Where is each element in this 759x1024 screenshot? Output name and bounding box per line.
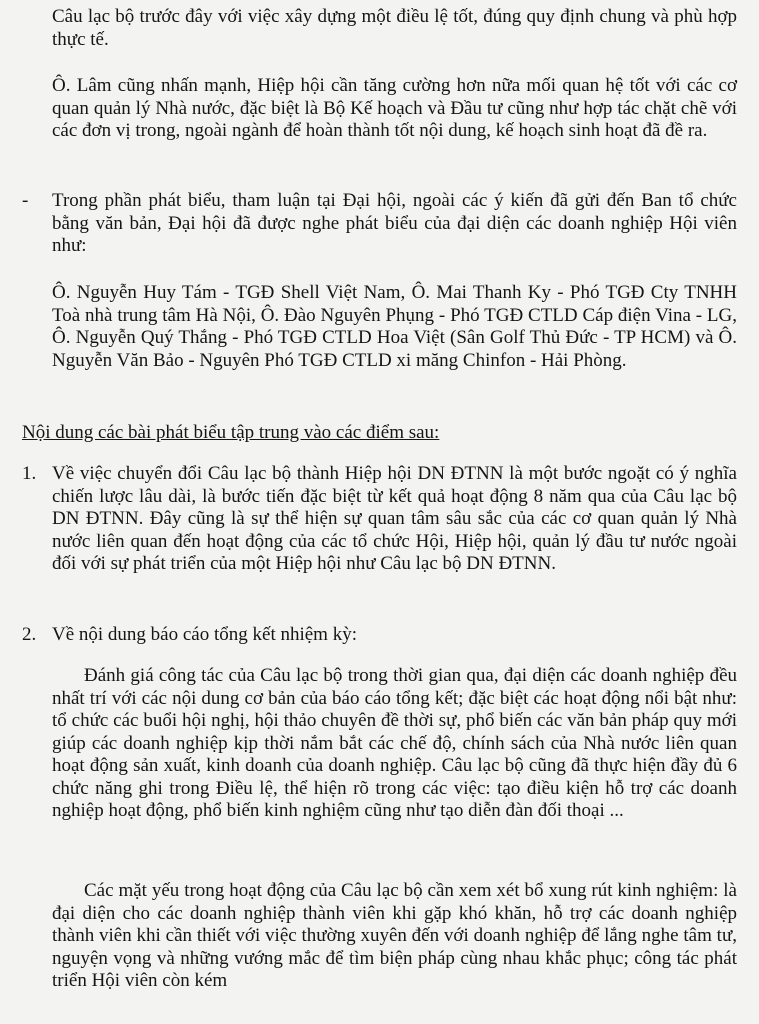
item-1-text: Về việc chuyển đổi Câu lạc bộ thành Hiệp hội DN ĐTNN là một bước ngoặt có ý nghĩa chiến lược lâu dài, là bước tiến đặc biệt từ kết quả hoạt động 8 năm qua của Câu lạc bộ DN ĐTNN. Đây cũng là sự thể hiện sự quan tâm sâu sắc của các cơ quan quản lý Nhà nước liên quan đến hoạt động của các tổ chức Hội, Hiệp hội, quản lý đầu tư nước ngoài đối với sự phát triển của một Hiệp hội như Câu lạc bộ DN ĐTNN. [52, 463, 737, 574]
paragraph-assessment: Đánh giá công tác của Câu lạc bộ trong thời gian qua, đại diện các doanh nghiệp đều nhất trí với các nội dung cơ bản của báo cáo tổng kết; đặc biệt các hoạt động nổi bật như: tổ chức các buổi hội nghị, hội thảo chuyên đề thời sự, phổ biến các văn bản pháp quy mới giúp các doanh nghiệp kịp thời nắm bắt các chế độ, chính sách của Nhà nước liên quan hoạt động sản xuất, kinh doanh của doanh nghiệp. Câu lạc bộ cũng đã thực hiện đầy đủ 6 chức năng ghi trong Điều lệ, thể hiện rõ trong các việc: tạo điều kiện hỗ trợ các doanh nghiệp hoạt động, phổ biến kinh nghiệm cũng như tạo diễn đàn đối thoại ... [52, 665, 737, 821]
paragraph-club-charter: Câu lạc bộ trước đây với việc xây dựng một điều lệ tốt, đúng quy định chung và phù hợp thực tế. [52, 6, 737, 50]
paragraph-speeches: Trong phần phát biểu, tham luận tại Đại hội, ngoài các ý kiến đã gửi đến Ban tổ chức bằng văn bản, Đại hội đã được nghe phát biểu của đại diện các doanh nghiệp Hội viên như: [52, 190, 737, 256]
paragraph-weaknesses: Các mặt yếu trong hoạt động của Câu lạc bộ cần xem xét bổ xung rút kinh nghiệm: là đại diện cho các doanh nghiệp thành viên khi gặp khó khăn, hỗ trợ các doanh nghiệp thành viên khi cần thiết với việc thường xuyên đến với doanh nghiệp để lắng nghe tâm tư, nguyện vọng và những vướng mắc để tìm biện pháp cùng nhau khắc phục; công tác phát triển Hội viên còn kém [52, 880, 737, 991]
item-2-text: Về nội dung báo cáo tổng kết nhiệm kỳ: [52, 624, 357, 645]
section-heading: Nội dung các bài phát biểu tập trung vào các điểm sau: [22, 422, 440, 443]
paragraph-speakers: Ô. Nguyễn Huy Tám - TGĐ Shell Việt Nam, Ô. Mai Thanh Ky - Phó TGĐ Cty TNHH Toà nhà trung tâm Hà Nội, Ô. Đào Nguyên Phụng - Phó TGĐ CTLD Cáp điện Vina - LG, Ô. Nguyễn Quý Thắng - Phó TGĐ CTLD Hoa Việt (Sân Golf Thủ Đức - TP HCM) và Ô. Nguyễn Văn Bảo - Nguyên Phó TGĐ CTLD xi măng Chinfon - Hải Phòng. [52, 282, 737, 371]
item-number-2: 2. [22, 624, 37, 645]
item-number-1: 1. [22, 463, 37, 484]
bullet-dash: - [22, 190, 29, 211]
paragraph-mr-lam: Ô. Lâm cũng nhấn mạnh, Hiệp hội cần tăng cường hơn nữa mối quan hệ tốt với các cơ quan quản lý Nhà nước, đặc biệt là Bộ Kế hoạch và Đầu tư cũng như hợp tác chặt chẽ với các đơn vị trong, ngoài ngành để hoàn thành tốt nội dung, kế hoạch sinh hoạt đã đề ra. [52, 75, 737, 141]
